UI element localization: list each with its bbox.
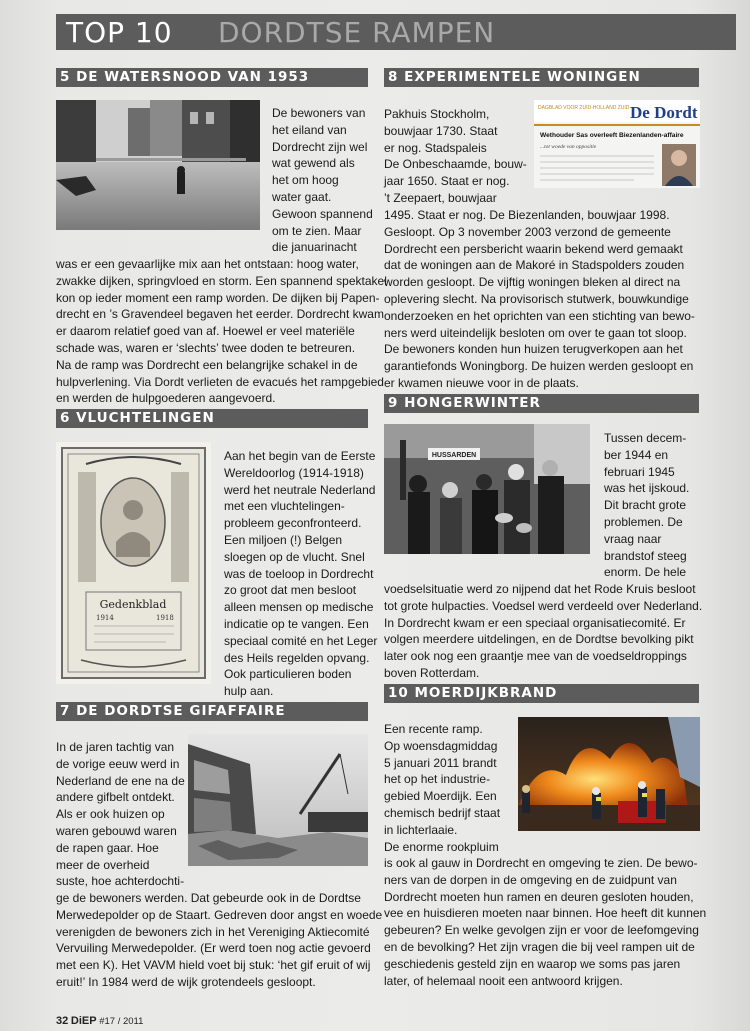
text-line: enorm. De hele (604, 565, 687, 580)
text-line: en werden de hulpgoederen aangevoerd. (56, 391, 276, 406)
text-line: kon op ieder moment een ramp worden. De dijken bij Papen- (56, 290, 380, 305)
text-line: drecht en ’s Gravendeel begaven het eerder. Dordrecht kwam (56, 307, 384, 322)
text-line: eruit!’ In 1984 werd de wijk grotendeels gesloopt. (56, 974, 316, 989)
text-line: Tussen decem- (604, 431, 687, 445)
section-7-text-full (56, 890, 382, 991)
flood-photo (56, 100, 260, 230)
text-line: Gewoon spannend (272, 206, 373, 221)
text-line: er daarom relatief goed van af. Hoewel er veel materiële (56, 324, 355, 339)
text-line: en de bevolking? Het zijn vragen die bij veel rampen uit de (384, 939, 695, 954)
text-line: vee en huisdieren moeten naar binnen. Hoe heeft dit kunnen (384, 906, 707, 921)
text-line: In de jaren tachtig van (56, 740, 175, 754)
moerdijk-fire-photo (518, 717, 700, 831)
section-7-heading: 7 DE DORDTSE GIFAFFAIRE (56, 702, 368, 721)
text-line: de vorige eeuw werd in (56, 756, 180, 771)
text-line: gebied Moerdijk. Een (384, 789, 497, 804)
issue-number: #17 / 2011 (99, 1016, 144, 1027)
newspaper-masthead-subtitle: DAGBLAD VOOR ZUID-HOLLAND ZUID (538, 105, 630, 111)
text-line: met een K). Het VAVM hield voet bij stuk: ‘het gif eruit of wij (56, 958, 371, 973)
text-line: ber 1944 en (604, 447, 669, 462)
page-footer (56, 1015, 143, 1027)
text-line: volgen meerdere uitdelingen, en de Dordtse bevolking pikt (384, 632, 694, 647)
text-line: die januarinacht (272, 240, 357, 255)
text-line: bouwjaar 1730. Staat (384, 123, 498, 138)
text-line: waren gebouwd waren (56, 823, 177, 838)
text-line: de rapen gaar. Hoe (56, 840, 159, 855)
text-line: is ook al gauw in Dordrecht en omgeving te zien. De bewo- (384, 856, 698, 870)
text-line: februari 1945 (604, 464, 675, 479)
text-line: Een recente ramp. (384, 722, 483, 736)
text-line: brandstof steeg (604, 548, 687, 563)
text-line: Dit bracht grote (604, 498, 687, 513)
text-line: De bewoners konden hun huizen terugverkopen aan het (384, 342, 683, 357)
text-line: Nederland de ene na de (56, 773, 185, 788)
text-line: gebeuren? En welke gevolgen zijn er voor de leefomgeving (384, 923, 699, 938)
page-header (56, 14, 736, 50)
text-line: De bewoners van (272, 106, 366, 120)
section-10-text-wrapped (384, 721, 500, 855)
text-line: het eiland van (272, 122, 347, 137)
newspaper-subhead: ...tot woede van oppositie (540, 144, 597, 150)
section-8-text-wrapped (384, 106, 527, 207)
section-8-heading: 8 EXPERIMENTELE WONINGEN (384, 68, 699, 87)
text-line: worden gesloopt. De vijftig woningen bleken al direct na (384, 275, 681, 290)
newspaper-masthead: De Dordt (630, 103, 698, 122)
text-line: wat gewend als (272, 156, 355, 171)
section-6-text (224, 448, 377, 700)
section-9-text-full (384, 581, 702, 682)
section-10-text-full (384, 855, 706, 989)
text-line: onderzoeken en het oprichten van een stichting van bewo- (384, 308, 695, 323)
text-line: indicatie op te vangen. Een (224, 616, 369, 631)
text-line: zwakke dijken, springvloed en storm. Een spannend spektakel (56, 273, 387, 288)
text-line: suste, hoe achterdochti- (56, 874, 185, 889)
text-line: Pakhuis Stockholm, (384, 107, 490, 121)
text-line: geschiedenis gesteld zijn en waarop we soms pas jaren (384, 956, 681, 971)
text-line: Na de ramp was Dordrecht een belangrijke schakel in de (56, 357, 358, 372)
text-line: was er een gevaarlijke mix aan het ontstaan: hoog water, (56, 257, 359, 271)
text-line: 5 januari 2011 brandt (384, 755, 497, 770)
text-line: schade was, waren er ‘slechts’ twee doden te betreuren. (56, 340, 356, 355)
text-line: in lichterlaaie. (384, 822, 458, 837)
section-6-heading: 6 VLUCHTELINGEN (56, 409, 368, 428)
text-line: het om hoog (272, 173, 339, 188)
section-5-text-full (56, 256, 387, 407)
text-line: vraag naar (604, 531, 662, 546)
text-line: Dordrecht moeten hun ramen en deuren gesloten houden, (384, 889, 694, 904)
certificate-year-left: 1914 (96, 614, 114, 622)
text-line: water gaat. (272, 189, 332, 204)
text-line: sloegen op de vlucht. Snel (224, 549, 365, 564)
text-line: Dordrecht een persbericht waarin bekend werd gemaakt (384, 241, 683, 256)
text-line: alleen mensen op medische (224, 600, 374, 615)
hunger-winter-photo (384, 424, 590, 554)
text-line: was het ijskoud. (604, 481, 690, 496)
text-line: In Dordrecht kwam er een speciaal organisatiecomité. Er (384, 615, 686, 630)
text-line: problemen. De (604, 514, 683, 529)
text-line: hulp aan. (224, 684, 274, 699)
text-line: zo groot dat men besloot (224, 583, 357, 598)
text-line: Wereldoorlog (1914-1918) (224, 465, 364, 480)
section-9-text-wrapped (604, 430, 689, 581)
demolition-photo (188, 734, 368, 866)
newspaper-clipping-image (534, 100, 700, 188)
newspaper-headline: Wethouder Sas overleeft Biezenlanden-affaire (540, 132, 684, 139)
section-7-text-wrapped (56, 739, 185, 890)
text-line: probleem geconfronteerd. (224, 516, 362, 531)
text-line: het op het industrie- (384, 772, 491, 787)
header-title-part2: DORDTSE RAMPEN (218, 16, 496, 49)
text-line: tot grote hulpacties. Voedsel werd verdeeld over Nederland. (384, 598, 703, 613)
text-line: oplevering slecht. Na provisorisch stutwerk, bouwkundige (384, 291, 689, 306)
magazine-name: DiEP (70, 1015, 97, 1027)
section-5-text-wrapped (272, 105, 373, 256)
page-number: 32 (56, 1015, 69, 1027)
header-title-part1: TOP 10 (66, 16, 173, 49)
text-line: ge de bewoners werden. Dat gebeurde ook in de Dordtse (56, 891, 361, 905)
certificate-year-right: 1918 (156, 614, 174, 622)
section-5-heading: 5 DE WATERSNOOD VAN 1953 (56, 68, 368, 87)
text-line: dat de woningen aan de Makoré in Stadspolders zouden (384, 258, 685, 273)
text-line: Dordrecht zijn wel (272, 139, 368, 154)
text-line: ’t Zeepaert, bouwjaar (384, 190, 497, 205)
text-line: ners van de dorpen in de omgeving en de zuidpunt van (384, 872, 677, 887)
text-line: er kwamen nieuwe voor in de plaats. (384, 375, 579, 390)
text-line: Gesloopt. Op 3 november 2003 verzond de gemeente (384, 224, 671, 239)
text-line: garantiefonds Woningborg. De huizen werden gesloopt en (384, 359, 694, 374)
text-line: Een miljoen (!) Belgen (224, 532, 343, 547)
section-9-heading: 9 HONGERWINTER (384, 394, 699, 413)
text-line: later ook nog een graantje mee van de voedseldroppings (384, 649, 687, 664)
text-line: Merwedepolder op de Staart. Gedreven door angst en woede (56, 907, 383, 922)
soup-kitchen-sign: HUSSARDEN (431, 452, 477, 459)
text-line: des Heils regelden opvang. (224, 650, 370, 665)
section-8-text-full (384, 207, 695, 392)
text-line: 1495. Staat er nog. De Biezenlanden, bouwjaar 1998. (384, 208, 670, 222)
text-line: met een vluchtelingen- (224, 499, 345, 514)
certificate-title: Gedenkblad (99, 598, 167, 611)
text-line: meer de overheid (56, 857, 150, 872)
text-line: ners werd uiteindelijk besloten om over te gaan tot sloop. (384, 325, 687, 340)
text-line: voedselsituatie werd zo nijpend dat het Rode Kruis besloot (384, 582, 696, 596)
text-line: Als er ook huizen op (56, 807, 165, 822)
text-line: Aan het begin van de Eerste (224, 449, 376, 463)
text-line: jaar 1650. Staat er nog. (384, 174, 510, 189)
text-line: andere gifbelt ontdekt. (56, 790, 175, 805)
text-line: Ook particulieren boden (224, 667, 352, 682)
text-line: Vervuiling Merwedepolder. (Er werd toen nog actie gevoerd (56, 941, 371, 956)
text-line: De enorme rookpluim (384, 839, 499, 854)
text-line: Op woensdagmiddag (384, 738, 498, 753)
text-line: speciaal comité en het Leger (224, 633, 378, 648)
text-line: later, of helemaal nooit een antwoord krijgen. (384, 973, 623, 988)
text-line: werd het neutrale Nederland (224, 482, 376, 497)
text-line: hulpverlening. Via Dordt verlieten de evacués het rampgebied (56, 374, 384, 389)
text-line: verenigden de bewoners zich in het Vereniging Aktiecomité (56, 924, 370, 939)
memorial-certificate-image (56, 442, 211, 684)
text-line: er nog. Stadspaleis (384, 140, 487, 155)
text-line: chemisch bedrijf staat (384, 805, 501, 820)
text-line: was de toeloop in Dordrecht (224, 566, 374, 581)
text-line: om te zien. Maar (272, 223, 362, 238)
text-line: boven Rotterdam. (384, 665, 480, 680)
text-line: De Onbeschaamde, bouw- (384, 157, 527, 172)
section-10-heading: 10 MOERDIJKBRAND (384, 684, 699, 703)
